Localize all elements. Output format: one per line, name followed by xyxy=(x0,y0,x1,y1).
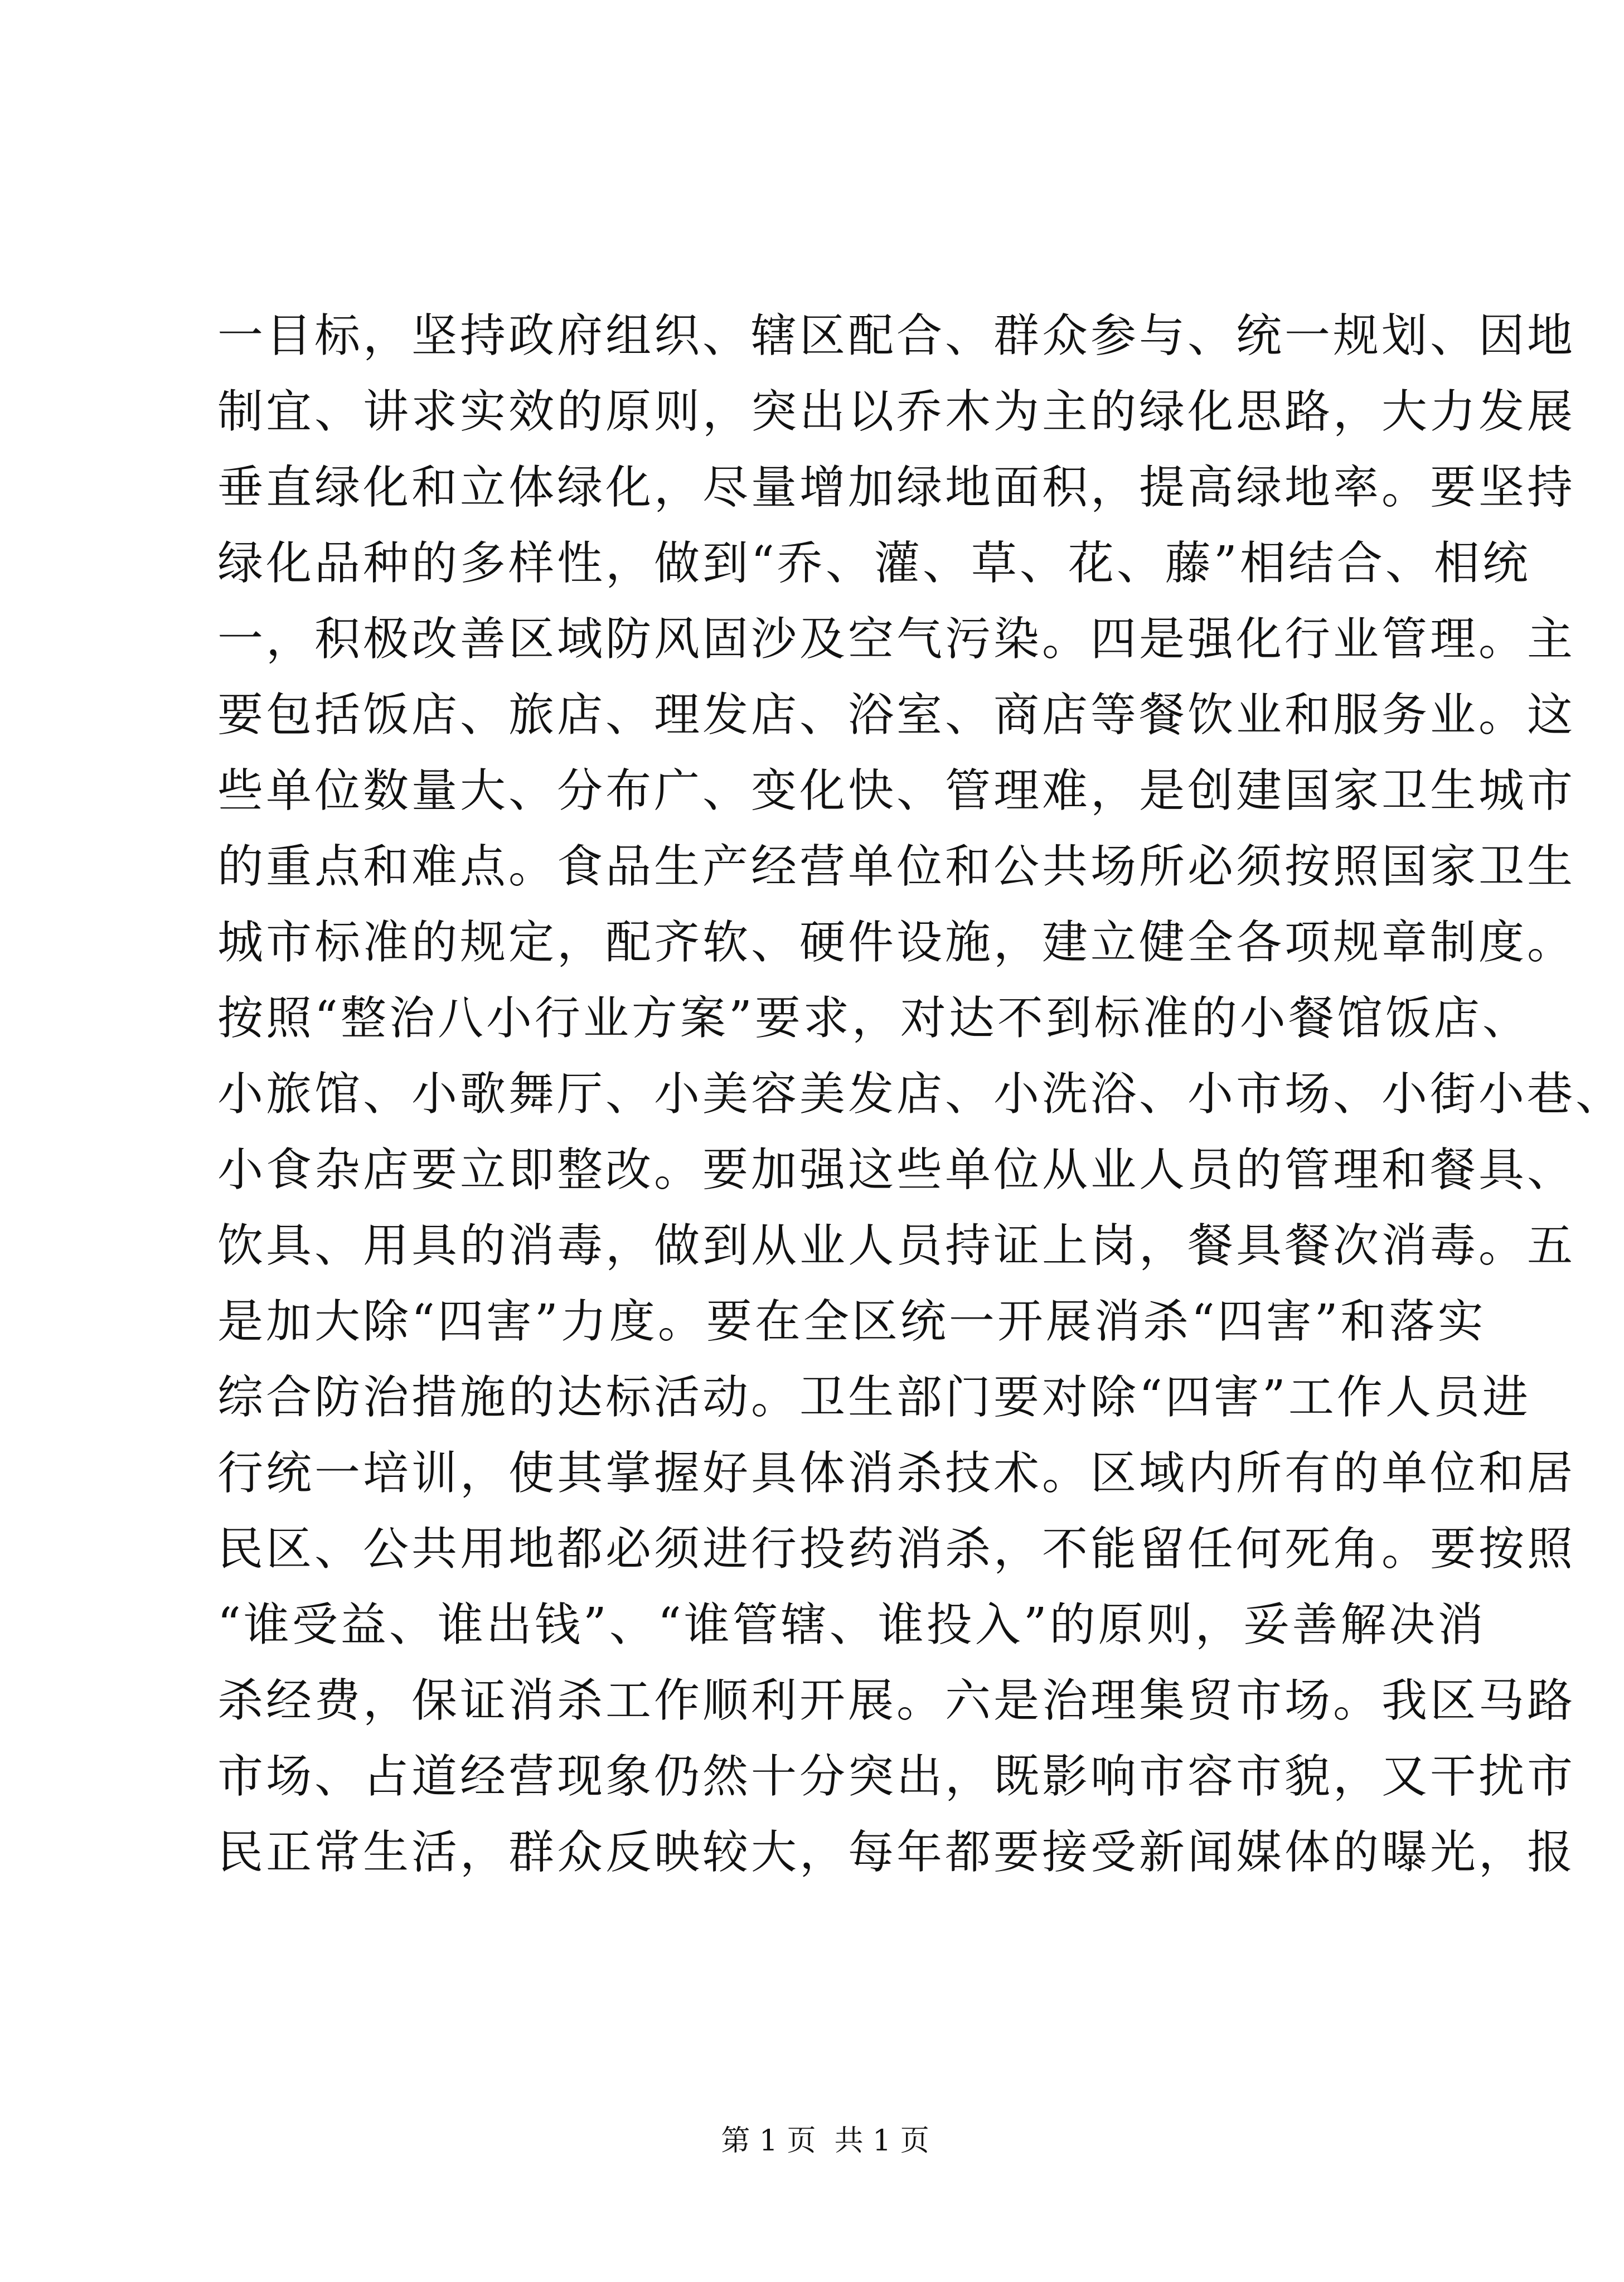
text-line: 行统一培训，使其掌握好具体消杀技术。区域内所有的单位和居 xyxy=(217,1447,1576,1500)
text-line: 制宜、讲求实效的原则，突出以乔木为主的绿化思路，大力发展 xyxy=(217,385,1576,438)
text-line: 城市标准的规定，配齐软、硬件设施，建立健全各项规章制度。 xyxy=(217,916,1576,969)
text-line: 是加大除“四害”力度。要在全区统一开展消杀“四害”和落实 xyxy=(217,1295,1486,1348)
text-line: 民区、公共用地都必须进行投药消杀，不能留任何死角。要按照 xyxy=(217,1523,1576,1576)
text-line: 些单位数量大、分布广、变化快、管理难，是创建国家卫生城市 xyxy=(217,764,1576,817)
text-line: 市场、占道经营现象仍然十分突出，既影响市容市貌，又干扰市 xyxy=(217,1750,1576,1803)
text-line: 小食杂店要立即整改。要加强这些单位从业人员的管理和餐具、 xyxy=(217,1144,1576,1196)
text-line: 垂直绿化和立体绿化，尽量增加绿地面积，提高绿地率。要坚持 xyxy=(217,461,1576,514)
text-line: 按照“整治八小行业方案”要求，对达不到标准的小餐馆饭店、 xyxy=(217,992,1531,1045)
text-line: 饮具、用具的消毒，做到从业人员持证上岗，餐具餐次消毒。五 xyxy=(217,1219,1576,1272)
page-number-label: 第 1 页 共 1 页 xyxy=(721,2124,929,2158)
text-line: 的重点和难点。食品生产经营单位和公共场所必须按照国家卫生 xyxy=(217,840,1576,893)
page-footer xyxy=(0,2082,1613,2199)
text-line: 小旅馆、小歌舞厅、小美容美发店、小洗浴、小市场、小街小巷、 xyxy=(217,1068,1624,1121)
text-line: 绿化品种的多样性，做到“乔、灌、草、花、藤”相结合、相统 xyxy=(217,537,1531,590)
text-line: 杀经费，保证消杀工作顺利开展。六是治理集贸市场。我区马路 xyxy=(217,1674,1576,1727)
text-line: “谁受益、谁出钱”、“谁管辖、谁投入”的原则，妥善解决消 xyxy=(217,1598,1486,1651)
document-body xyxy=(217,298,1624,1891)
text-line: 要包括饭店、旅店、理发店、浴室、商店等餐饮业和服务业。这 xyxy=(217,689,1576,742)
text-line: 综合防治措施的达标活动。卫生部门要对除“四害”工作人员进 xyxy=(217,1371,1531,1424)
text-line: 民正常生活，群众反映较大，每年都要接受新闻媒体的曝光，报 xyxy=(217,1826,1576,1879)
text-line: 一目标，坚持政府组织、辖区配合、群众参与、统一规划、因地 xyxy=(217,309,1576,362)
text-line: 一，积极改善区域防风固沙及空气污染。四是强化行业管理。主 xyxy=(217,613,1576,666)
